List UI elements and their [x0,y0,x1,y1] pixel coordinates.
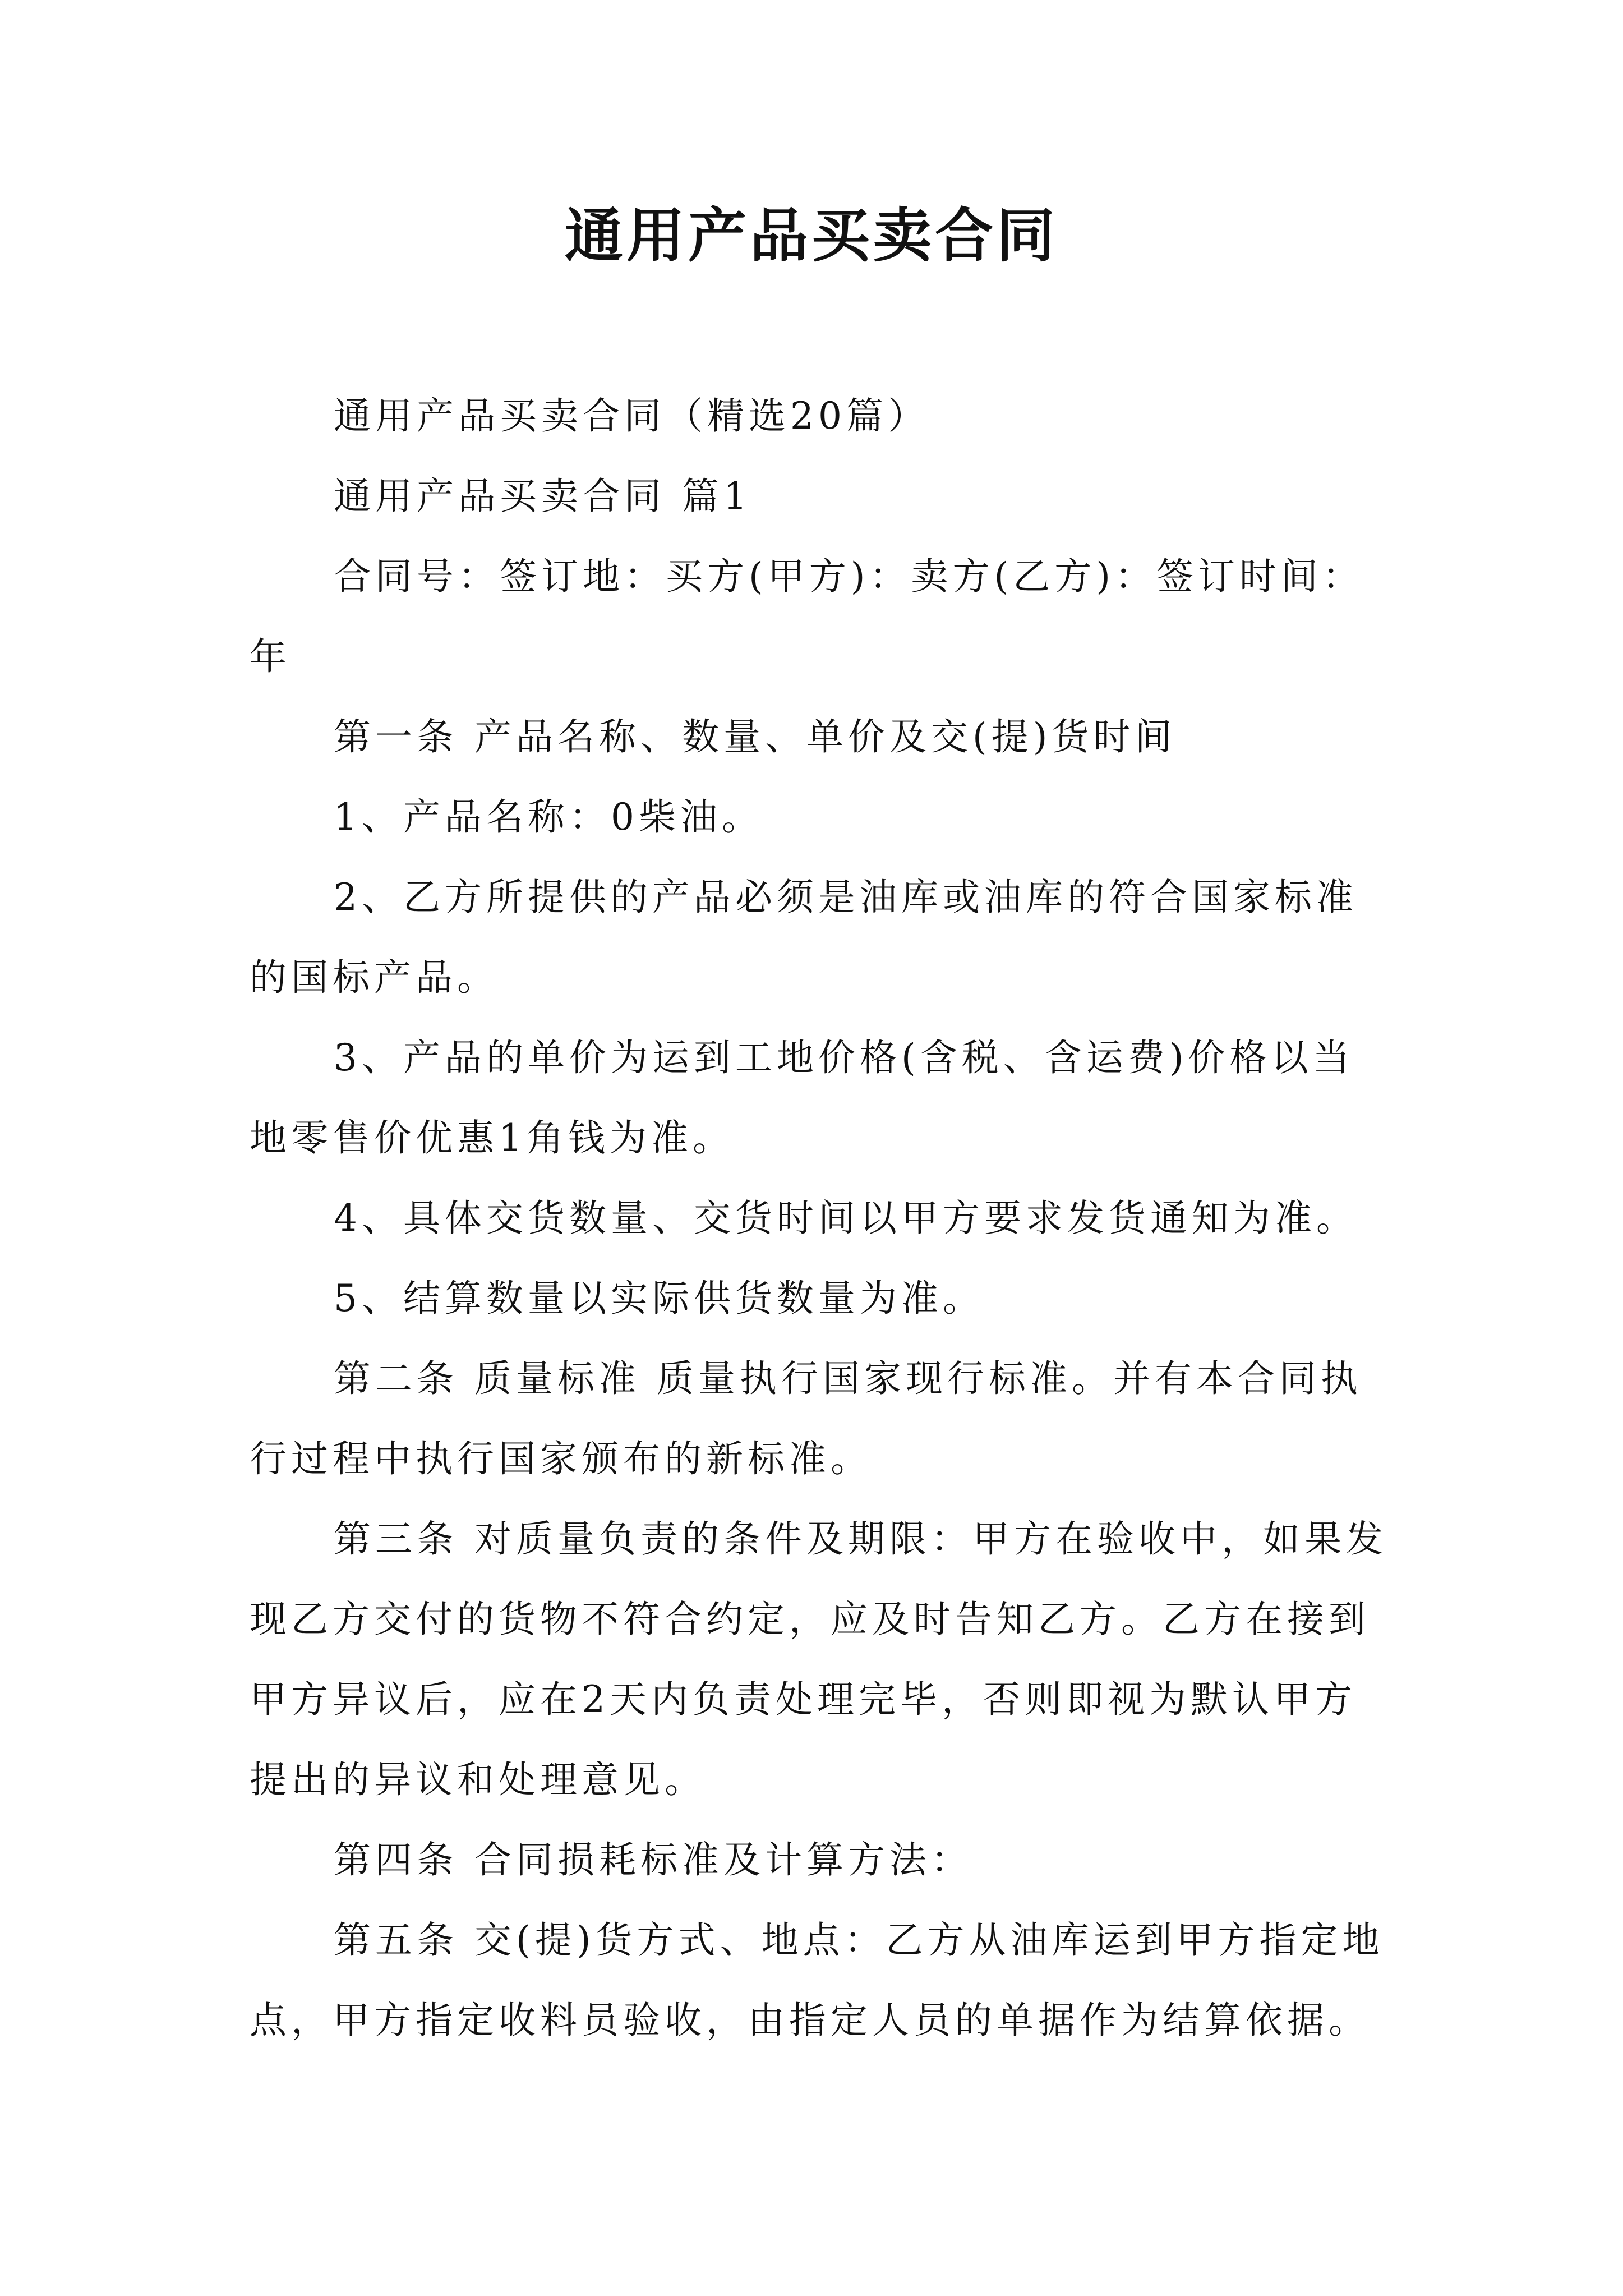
paragraph-contract-info: 合同号：签订地：买方(甲方)：卖方(乙方)：签订时间：年 [250,555,1364,678]
paragraph-article-4: 第四条 合同损耗标准及计算方法： [334,1838,972,1881]
paragraph-section-heading: 通用产品买卖合同 篇1 [334,475,751,518]
paragraph-item-4: 4、具体交货数量、交货时间以甲方要求发货通知为准。 [334,1197,1358,1240]
document-body [250,376,1388,2060]
paragraph-item-5: 5、结算数量以实际供货数量为准。 [334,1277,984,1320]
paragraph-item-3: 3、产品的单价为运到工地价格(含税、含运费)价格以当地零售价优惠1角钱为准。 [250,1036,1354,1159]
paragraph-article-3: 第三条 对质量负责的条件及期限：甲方在验收中，如果发现乙方交付的货物不符合约定，应及时告知乙方。乙方在接到甲方异议后，应在2天内负责处理完毕，否则即视为默认甲方提出的异议和处理意见。 [250,1517,1387,1801]
paragraph-subtitle: 通用产品买卖合同（精选20篇） [334,394,929,438]
paragraph-article-2: 第二条 质量标准 质量执行国家现行标准。并有本合同执行过程中执行国家颁布的新标准。 [250,1357,1362,1480]
paragraph-article-1: 第一条 产品名称、数量、单价及交(提)货时间 [334,715,1177,758]
paragraph-item-1: 1、产品名称：0柴油。 [334,795,763,839]
paragraph-article-5: 第五条 交(提)货方式、地点：乙方从油库运到甲方指定地点，甲方指定收料员验收，由指定人员的单据作为结算依据。 [250,1918,1384,2042]
paragraph-item-2: 2、乙方所提供的产品必须是油库或油库的符合国家标准的国标产品。 [250,876,1358,999]
document-title: 通用产品买卖合同 [564,201,1058,270]
